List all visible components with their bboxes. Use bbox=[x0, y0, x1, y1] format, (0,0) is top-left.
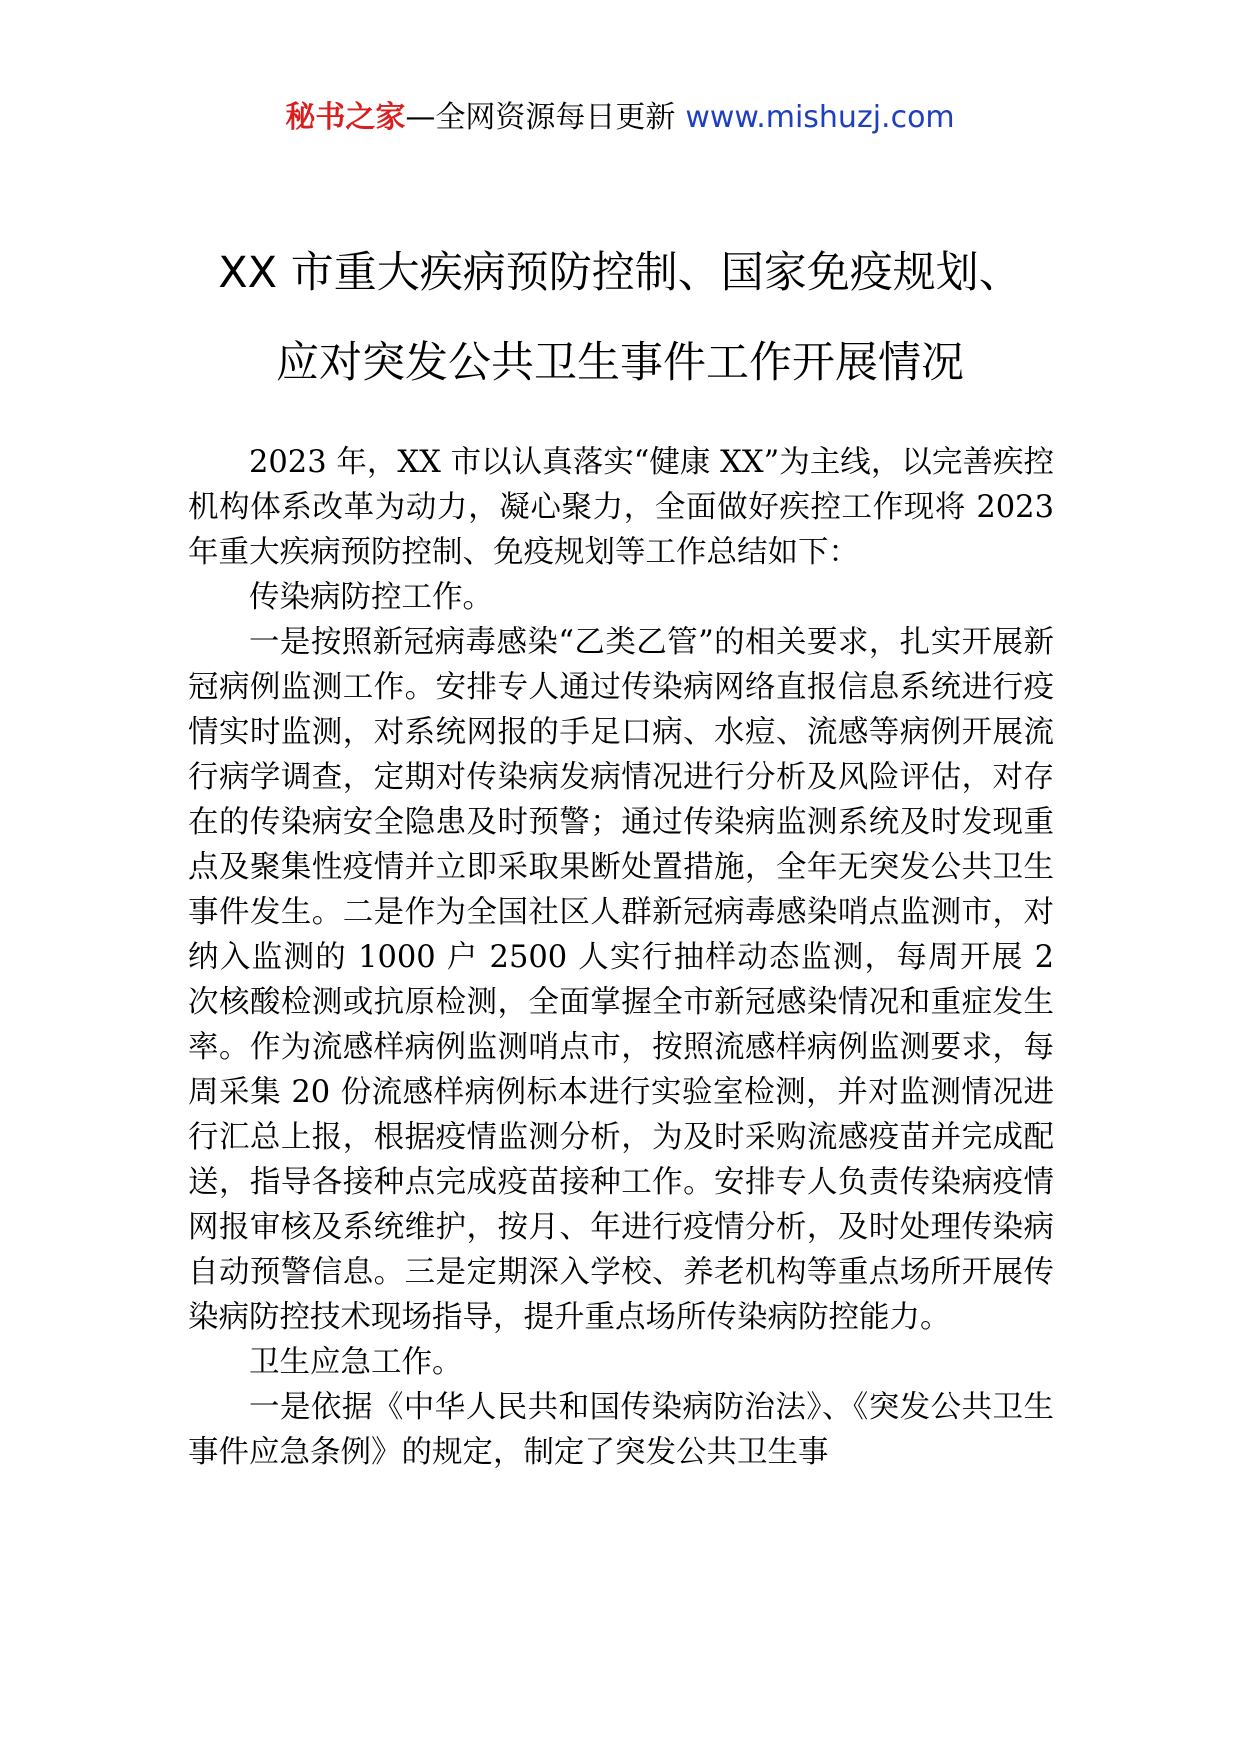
paragraph-intro: 2023 年，XX 市以认真落实“健康 XX”为主线，以完善疾控机构体系改革为动力，凝心聚力，全面做好疾控工作现将 2023 年重大疾病预防控制、免疫规划等工作总结如下： bbox=[188, 445, 1054, 570]
paragraph-health-emergency: 一是依据《中华人民共和国传染病防治法》、《突发公共卫生事件应急条例》的规定，制定了突发公共卫生事 bbox=[188, 1390, 1054, 1470]
site-tagline: —全网资源每日更新 bbox=[405, 100, 676, 135]
site-header bbox=[0, 98, 1240, 138]
title-line-1: XX 市重大疾病预防控制、国家免疫规划、 bbox=[218, 248, 1022, 298]
paragraph-infectious-disease: 一是按照新冠病毒感染“乙类乙管”的相关要求，扎实开展新冠病例监测工作。安排专人通过传染病网络直报信息系统进行疫情实时监测，对系统网报的手足口病、水痘、流感等病例开展流行病学调查，定期对传染病发病情况进行分析及风险评估，对存在的传染病安全隐患及时预警；通过传染病监测系统及时发现重点及聚集性疫情并立即采取果断处置措施，全年无突发公共卫生事件发生。二是作为全国社区人群新冠病毒感染哨点监测市，对纳入监测的 1000 户 2500 人实行抽样动态监测，每周开展 2 次核酸检测或抗原检测，全面掌握全市新冠感染情况和重症发生率。作为流感样病例监测哨点市，按照流感样病例监测要求，每周采集 20 份流感样病例标本进行实验室检测，并对监测情况进行汇总上报，根据疫情监测分析，为及时采购流感疫苗并完成配送，指导各接种点完成疫苗接种工作。安排专人负责传染病疫情网报审核及系统维护，按月、年进行疫情分析，及时处理传染病自动预警信息。三是定期深入学校、养老机构等重点场所开展传染病防控技术现场指导，提升重点场所传染病防控能力。 bbox=[188, 625, 1054, 1335]
site-brand: 秘书之家 bbox=[285, 100, 406, 135]
document-title bbox=[0, 228, 1240, 408]
title-line-2: 应对突发公共卫生事件工作开展情况 bbox=[276, 338, 964, 388]
section-heading-health-emergency: 卫生应急工作。 bbox=[249, 1345, 463, 1380]
section-heading-infectious-disease: 传染病防控工作。 bbox=[249, 580, 493, 615]
document-body bbox=[188, 440, 1054, 1475]
site-url-link[interactable]: www.mishuzj.com bbox=[685, 100, 955, 135]
